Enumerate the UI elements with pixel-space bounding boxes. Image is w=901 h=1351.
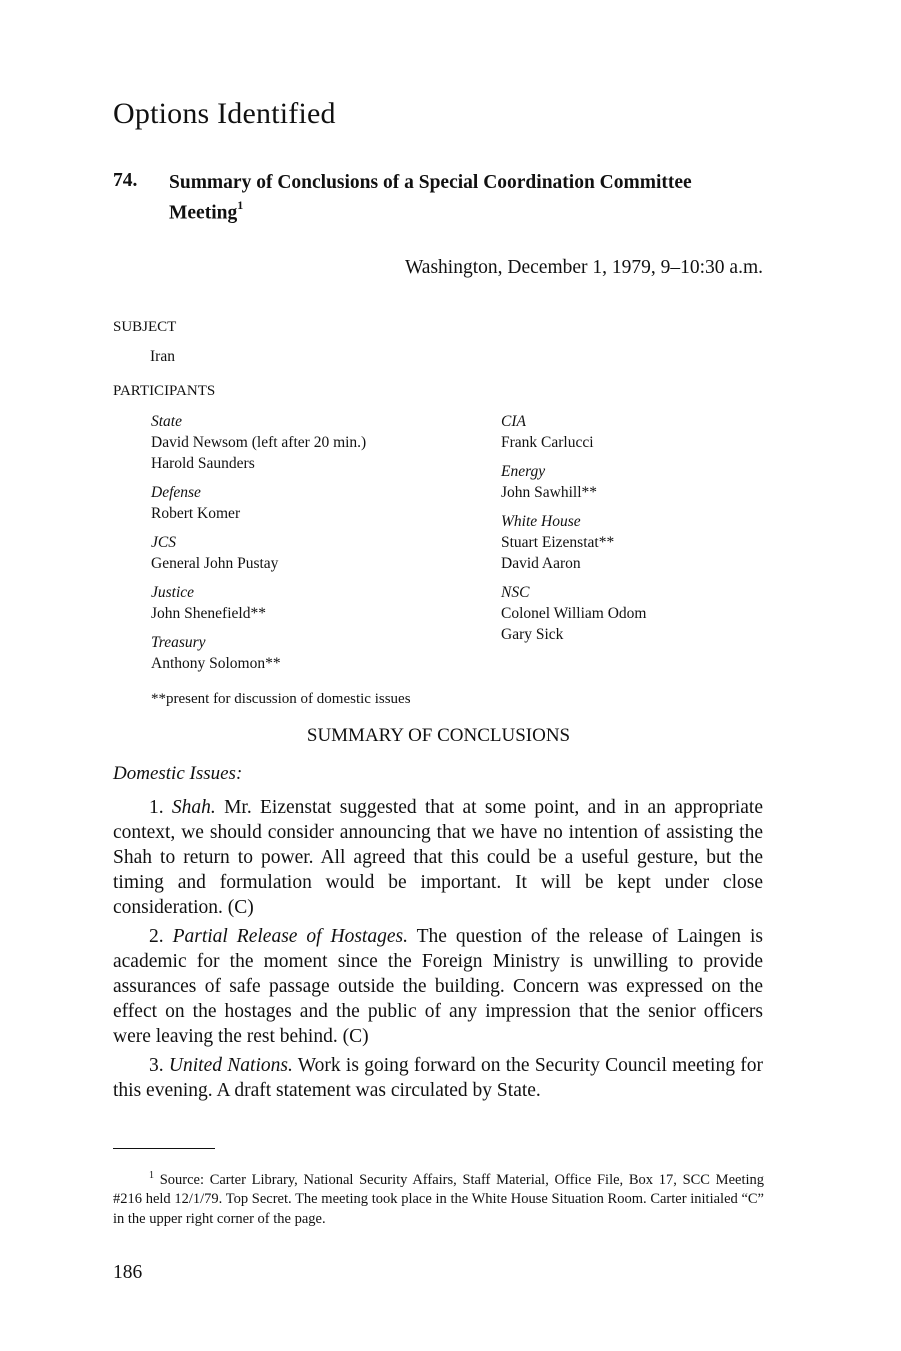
paragraph-text: The question of the release of Laingen is academic for the moment since the Foreign Ministry is unwilling to provide assurances of safe passage outside the building. Concern was expressed on the effect on the hostages and the public of any impression that the senior officers were leaving the rest behind. (C) <box>113 926 764 1047</box>
footnote-mark: 1 <box>149 1170 154 1181</box>
paragraph-number: 1. <box>149 797 164 818</box>
subject-label: SUBJECT <box>113 319 177 335</box>
agency-name: NSC <box>501 584 530 601</box>
section-heading: Domestic Issues: <box>113 763 243 784</box>
participant-group <box>501 411 761 453</box>
participant-group <box>151 632 481 674</box>
paragraph-topic: Shah. <box>171 797 216 818</box>
agency-name: Treasury <box>151 634 206 651</box>
paragraph-text: Work is going forward on the Security Council meeting for this evening. A draft statement was circulated by State. <box>113 1055 763 1101</box>
participant-name: Anthony Solomon** <box>151 655 281 672</box>
participant-name: Stuart Eizenstat** <box>501 534 615 551</box>
document-title <box>169 170 729 226</box>
participants-left-column <box>151 411 481 682</box>
participant-group <box>151 482 481 524</box>
paragraph-topic: United Nations. <box>168 1055 293 1076</box>
paragraph-topic: Partial Release of Hostages. <box>172 926 408 947</box>
participant-group <box>501 461 761 503</box>
agency-name: Justice <box>151 584 195 601</box>
participant-name: David Newsom (left after 20 min.) <box>151 434 367 451</box>
dateline: Washington, December 1, 1979, 9–10:30 a.m. <box>404 257 763 278</box>
document-number: 74. <box>113 170 138 191</box>
participant-group <box>501 582 761 645</box>
participants-label: PARTICIPANTS <box>113 383 216 399</box>
participant-name: Robert Komer <box>151 505 241 522</box>
participant-name: John Sawhill** <box>501 484 598 501</box>
paragraph-text: Mr. Eizenstat suggested that at some point, and in an appropriate context, we should consider announcing that we have no intention of assisting the Shah to return to power. All agreed that this could be a useful gesture, but the timing and formulation would be important. It will be kept under close consideration. (C) <box>113 797 763 918</box>
agency-name: State <box>151 413 182 430</box>
participants-right-column <box>501 411 761 653</box>
participant-name: General John Pustay <box>151 555 279 572</box>
footnote-reference[interactable]: 1 <box>237 198 244 212</box>
participant-name: Harold Saunders <box>151 455 255 472</box>
participants-note: **present for discussion of domestic issues <box>151 691 411 707</box>
page-number: 186 <box>113 1262 143 1283</box>
participant-name: John Shenefield** <box>151 605 266 622</box>
paragraph-number: 3. <box>149 1055 164 1076</box>
footnote <box>113 1166 764 1229</box>
paragraph-number: 2. <box>149 926 164 947</box>
body-text <box>113 795 763 1107</box>
agency-name: JCS <box>151 534 176 551</box>
participant-group <box>151 411 481 474</box>
participant-group <box>151 582 481 624</box>
participant-group <box>151 532 481 574</box>
document-title-text: Summary of Conclusions of a Special Coordination Committee Meeting <box>169 172 692 224</box>
agency-name: White House <box>501 513 581 530</box>
participant-group <box>501 511 761 574</box>
footnote-divider <box>113 1148 215 1149</box>
agency-name: Energy <box>501 463 546 480</box>
chapter-title: Options Identified <box>113 97 336 130</box>
paragraph <box>113 924 763 1049</box>
summary-heading: SUMMARY OF CONCLUSIONS <box>306 725 571 746</box>
participant-name: Gary Sick <box>501 626 564 643</box>
subject-value: Iran <box>150 348 175 365</box>
participant-name: Colonel William Odom <box>501 605 647 622</box>
participant-name: Frank Carlucci <box>501 434 594 451</box>
participant-name: David Aaron <box>501 555 581 572</box>
footnote-text: Source: Carter Library, National Security Affairs, Staff Material, Office File, Box 17, SCC Meeting #216 held 12/1/79. Top Secret. The meeting took place in the White House Situation Room. Carter initialed “C” in the upper right corner of the page. <box>113 1171 764 1227</box>
paragraph <box>113 1053 763 1103</box>
agency-name: CIA <box>501 413 526 430</box>
paragraph <box>113 795 763 920</box>
agency-name: Defense <box>151 484 201 501</box>
